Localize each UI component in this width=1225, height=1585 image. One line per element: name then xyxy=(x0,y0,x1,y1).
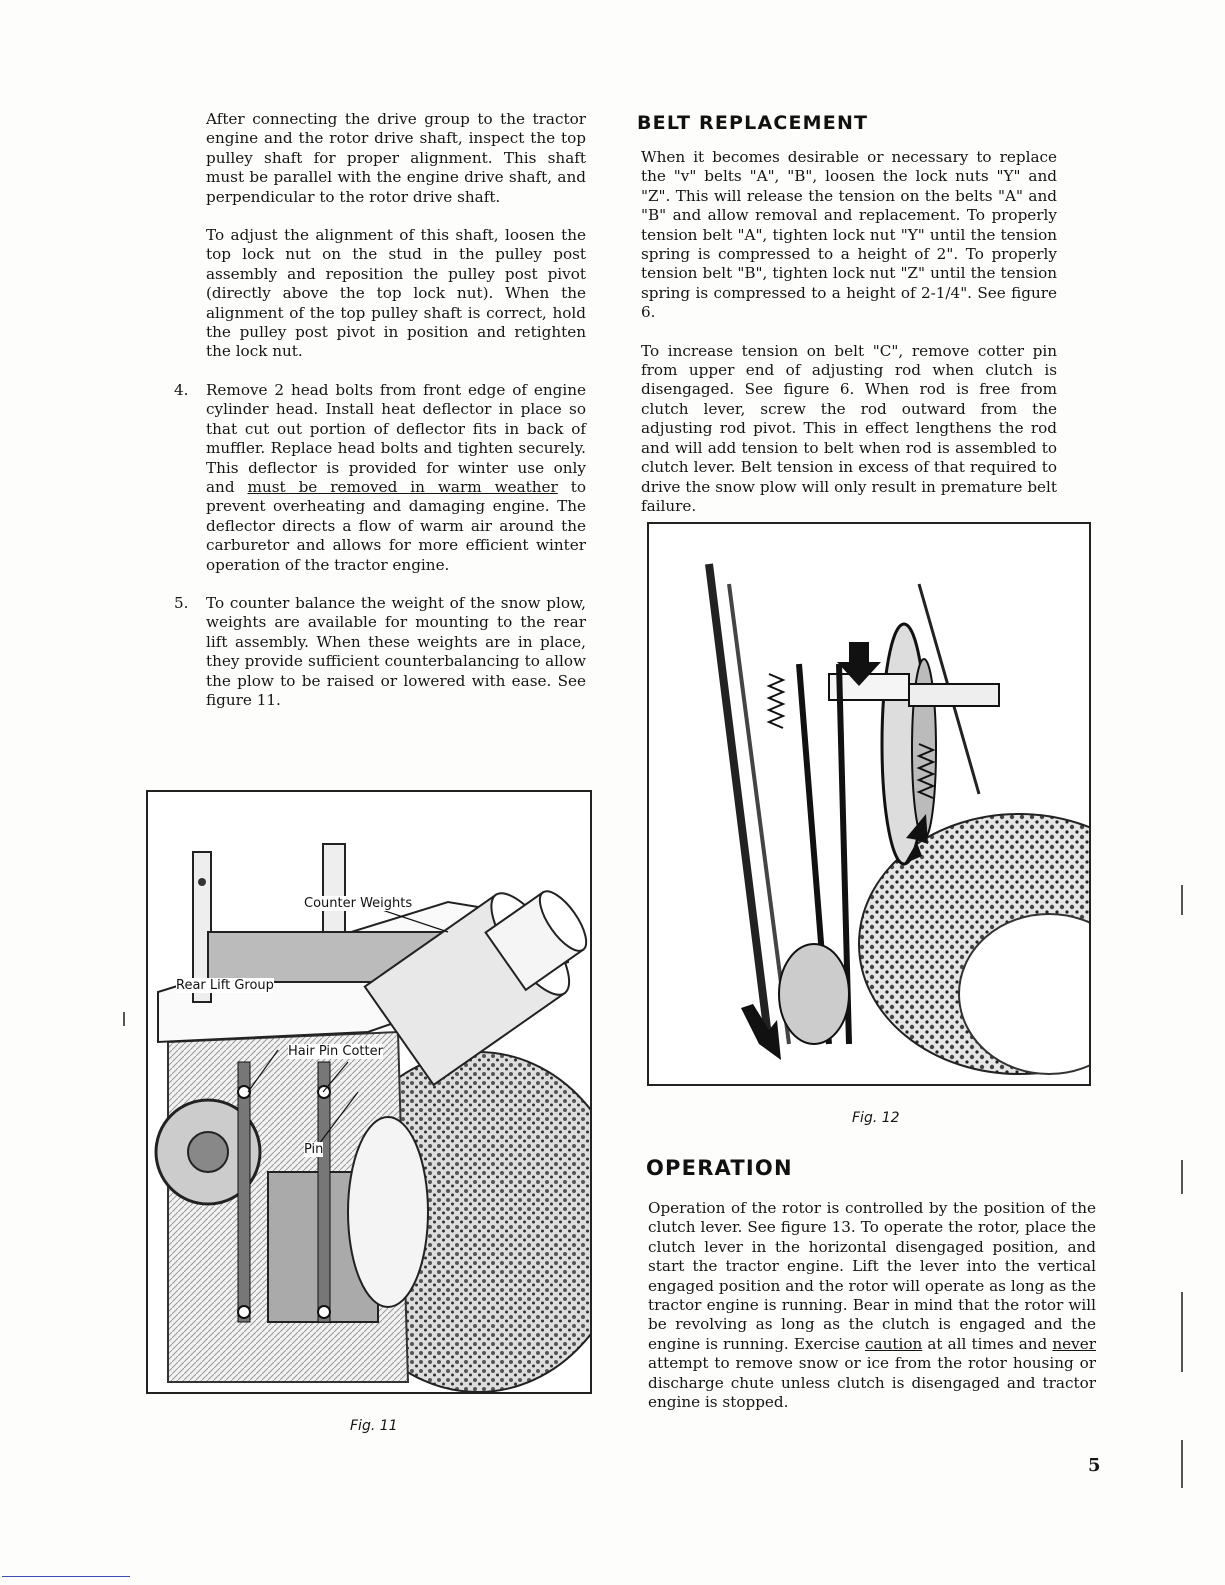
figure-11-illustration xyxy=(148,792,590,1392)
operation-text-part-2: at all times and xyxy=(922,1334,1053,1353)
figure-12-photo xyxy=(647,522,1091,1086)
scan-mark xyxy=(1181,885,1183,915)
step-4-number: 4. xyxy=(174,380,189,399)
step-4-text-end: to prevent overheating and damaging engine. The deflector directs a flow of warm air around the carburetor and allows for more efficient winter operation of the tractor engine. xyxy=(206,477,586,574)
operation-text xyxy=(648,1199,1096,1431)
belt-replacement-paragraph-1: When it becomes desirable or necessary to replace the "v" belts "A", "B", loosen the lock nuts "Y" and "Z". This will release the tension on the belts "A" and "B" and allow removal and replacement. To properly tension belt "A", tighten lock nut "Y" until the tension spring is compressed to a height of 2". To properly tension belt "B", tighten lock nut "Z" until the tension spring is compressed to a height of 2-1/4". See figure 6. xyxy=(641,148,1057,322)
operation-text-part-1: Operation of the rotor is controlled by the position of the clutch lever. See figure 13. To operate the rotor, place the clutch lever in the horizontal disengaged position, and start the tractor engine. Lift the lever into the vertical engaged position and the rotor will operate as long as the tractor engine is running. Bear in mind that the rotor will be revolving as long as the clutch is engaged and the engine is running. Exercise xyxy=(648,1199,1096,1353)
belt-replacement-text xyxy=(641,148,1057,535)
step-5-text: To counter balance the weight of the snow plow, weights are available for mounting to the rear lift assembly. When these weights are in place, they provide sufficient counterbalancing to allow the plow to be raised or lowered with ease. See figure 11. xyxy=(206,593,586,709)
left-text-column xyxy=(174,110,586,729)
belt-replacement-paragraph-2: To increase tension on belt "C", remove cotter pin from upper end of adjusting rod when clutch is disengaged. See figure 6. When rod is free from clutch lever, screw the rod outward from the adjusting rod pivot. This in effect lengthens the rod and will add tension to belt when rod is assembled to clutch lever. Belt tension in excess of that required to drive the snow plow will only result in premature belt failure. xyxy=(641,341,1057,515)
step-4-warning-underlined: must be removed in warm weather xyxy=(247,477,558,496)
numbered-steps xyxy=(174,380,586,711)
label-counter-weights: Counter Weights xyxy=(304,896,413,911)
operation-never-underlined: never xyxy=(1052,1334,1096,1353)
step-5 xyxy=(174,593,586,710)
operation-caution-underlined: caution xyxy=(865,1334,923,1353)
adjust-alignment-paragraph: To adjust the alignment of this shaft, loosen the top lock nut on the stud in the pulley post assembly and reposition the pulley post pivot (directly above the top lock nut). When the alignment of the top pulley shaft is correct, hold the pulley post pivot in position and retighten the lock nut. xyxy=(206,226,586,361)
step-4 xyxy=(174,380,586,575)
figure-11-photo xyxy=(146,790,592,1394)
label-hair-pin-cotter: Hair Pin Cotter xyxy=(288,1044,383,1059)
scan-footer-line xyxy=(2,1576,130,1577)
figure-12-caption: Fig. 12 xyxy=(852,1110,900,1126)
scan-mark xyxy=(1181,1160,1183,1194)
operation-text-part-3: attempt to remove snow or ice from the rotor housing or discharge chute unless clutch is disengaged and tractor engine is stopped. xyxy=(648,1354,1096,1412)
scan-mark xyxy=(1181,1292,1183,1372)
scan-mark xyxy=(1181,1440,1183,1488)
belt-replacement-heading: BELT REPLACEMENT xyxy=(637,112,869,134)
alignment-paragraph: After connecting the drive group to the tractor engine and the rotor drive shaft, inspect the top pulley shaft for proper alignment. This shaft must be parallel with the engine drive shaft, and perpendicular to the rotor drive shaft. xyxy=(206,110,586,206)
operation-paragraph xyxy=(648,1199,1096,1412)
step-5-number: 5. xyxy=(174,593,189,612)
label-pin: Pin xyxy=(304,1142,324,1157)
page-number: 5 xyxy=(1088,1455,1101,1476)
step-4-text-start: Remove 2 head bolts from front edge of engine cylinder head. Install heat deflector in place so that cut out portion of deflector fits in back of muffler. Replace head bolts and tighten securely. This deflector is provided for winter use only and xyxy=(206,380,586,496)
figure-11-caption: Fig. 11 xyxy=(350,1418,398,1434)
figure-12-illustration xyxy=(649,524,1089,1084)
scan-mark xyxy=(123,1012,125,1026)
operation-heading: OPERATION xyxy=(646,1156,793,1180)
label-rear-lift-group: Rear Lift Group xyxy=(176,978,274,993)
